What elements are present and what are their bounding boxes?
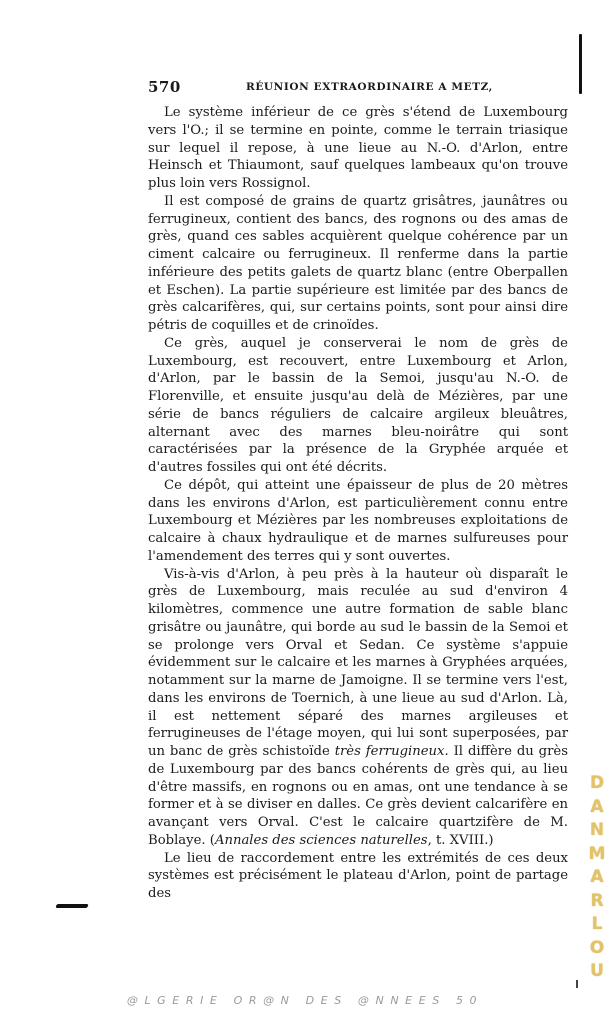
text-run: Vis-à-vis d'Arlon, à peu près à la hauteur où disparaît le grès de Luxembourg, mais reculée au sud d'environ 4 kilomètres, commence une autre formation de sable blanc grisâtre ou jaunâtre, qui borde au sud le bassin de la Semoi et se prolonge vers Orval et Sedan. Ce système s'appuie évidemment sur le calcaire et les marnes à Gryphées arquées, notamment sur la marne de Jamoigne. Il se termine vers l'est, dans les environs de Toernich, à une lieue au sud d'Arlon. Là, il est nettement séparé des marnes argileuses et ferrugineuses de l'étage moyen, qui lui sont superposées, par un banc de grès schistoïde — [148, 566, 568, 759]
body-text — [148, 104, 568, 903]
watermark-letter: D — [589, 773, 605, 793]
text-run: Le système inférieur de ce grès s'étend de Luxembourg vers l'O.; il se termine en pointe, comme le terrain triasique sur lequel il repose, à une lieue au N.-O. d'Arlon, entre Heinsch et Thiaumont, sauf quelques lambeaux qu'on trouve plus loin vers Rossignol. — [148, 105, 568, 191]
italic-text-run: Annales des sciences naturelles — [214, 832, 428, 848]
paragraph — [148, 566, 568, 850]
watermark-letter: N — [589, 820, 605, 840]
text-run: Ce grès, auquel je conserverai le nom de grès de Luxembourg, est recouvert, entre Luxembourg et Arlon, d'Arlon, par le bassin de la Semoi, jusqu'au N.-O. de Florenville, et ensuite jusqu'au delà de Mézières, par une série de bancs réguliers de calcaire argileux bleuâtres, alternant avec des marnes bleu-noirâtre qui sont caractérisées par la présence de la Gryphée arquée et d'autres fossiles qui ont été décrits. — [148, 335, 568, 475]
watermark-letter: A — [590, 867, 604, 887]
bottom-watermark: @LGERIE OR@N DES @NNEES 50 — [126, 994, 484, 1007]
margin-tick-mark — [576, 980, 578, 988]
page-number: 570 — [148, 78, 181, 96]
margin-rule-mark — [579, 34, 582, 94]
watermark-letter: U — [590, 961, 604, 981]
paragraph — [148, 335, 568, 477]
text-run: Il est composé de grains de quartz grisâtres, jaunâtres ou ferrugineux, contient des bancs, des rognons ou des amas de grès, quand ces sables acquièrent quelque cohérence par un ciment calcaire ou ferrugineux. Il renferme dans la partie inférieure des petits galets de quartz blanc (entre Oberpallen et Eschen). La partie supérieure est limitée par des bancs de grès calcarifères, qui, sur certains points, sont pour ainsi dire pétris de coquilles et de crinoïdes. — [148, 193, 568, 333]
watermark-letter: M — [588, 843, 606, 864]
page-header — [148, 78, 578, 98]
ink-smudge-mark — [55, 904, 88, 908]
running-head: RÉUNION EXTRAORDINAIRE A METZ, — [246, 81, 493, 93]
text-run: Il diffère du grès de Luxembourg par des bancs cohérents de grès qui, au lieu d'être massifs, en rognons ou en amas, ont une tendance à se former et à se diviser en dalles. Ce grès devient calcarifère en avançant vers Orval. C'est le calcaire quartzifère de M. Boblaye. ( — [148, 744, 568, 848]
watermark-letter: O — [589, 937, 605, 958]
text-run: Ce dépôt, qui atteint une épaisseur de plus de 20 mètres dans les environs d'Arlon, est particulièrement connu entre Luxembourg et Mézières par les nombreuses exploitations de calcaire à chaux hydraulique et de marnes sulfureuses pour l'amendement des terres qui y sont ouvertes. — [148, 477, 568, 564]
italic-text-run: très ferrugineux. — [334, 744, 449, 759]
paragraph — [148, 193, 568, 335]
watermark-letter: L — [591, 914, 603, 934]
vertical-watermark — [586, 772, 608, 982]
text-run: , t. XVIII.) — [427, 832, 494, 848]
text-run: Le lieu de raccordement entre les extrémités de ces deux systèmes est précisément le plateau d'Arlon, point de partage des — [148, 850, 568, 901]
paragraph — [148, 104, 568, 193]
watermark-letter: R — [590, 890, 604, 911]
paragraph — [148, 850, 568, 903]
paragraph — [148, 477, 568, 566]
watermark-letter: A — [590, 796, 604, 817]
